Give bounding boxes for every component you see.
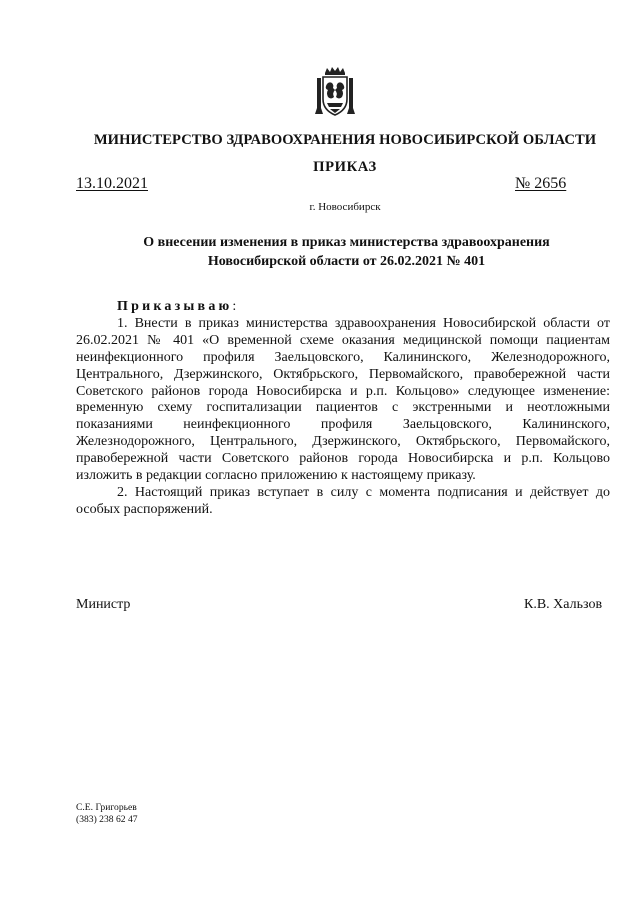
coat-of-arms-icon (314, 66, 356, 118)
order-date: 13.10.2021 (76, 175, 148, 192)
ministry-title: МИНИСТЕРСТВО ЗДРАВООХРАНЕНИЯ НОВОСИБИРСКОЙ ОБЛАСТИ (93, 132, 597, 148)
order-directive-word: Приказываю (117, 299, 233, 314)
executor-name: С.Е. Григорьев (76, 802, 137, 813)
city-label: г. Новосибирск (309, 201, 381, 213)
paragraph-1: 1. Внести в приказ министерства здравоохранения Новосибирской области от 26.02.2021 № 401 «О временной схеме оказания медицинской помощи пациентам неинфекционного профиля Заельцовского, Калининского, Железнодорожного, Центрального, Дзержинского, Октябрьского, Первомайского, правобережной части Советского районов города Новосибирска и р.п. Кольцово» следующее изменение: временную схему госпитализации пациентов с экстренными и неотложными показаниями неинфекционного профиля Заельцовского, Калининского, Железнодорожного, Центрального, Дзержинского, Октябрьского, Первомайского, правобережной части Советского районов города Новосибирска и р.п. Кольцово изложить в редакции согласно приложению к настоящему приказу. (76, 315, 610, 484)
order-directive-colon: : (232, 299, 237, 314)
document-type: ПРИКАЗ (313, 159, 377, 175)
signatory-name: К.В. Хальзов (524, 597, 603, 612)
subject-line-1: О внесении изменения в приказ министерства здравоохранения (143, 235, 550, 250)
subject-line-2: Новосибирской области от 26.02.2021 № 401 (207, 254, 486, 269)
order-number: № 2656 (515, 175, 567, 192)
signatory-position: Министр (76, 597, 131, 612)
executor-phone: (383) 238 62 47 (76, 814, 138, 825)
order-subject (76, 233, 617, 271)
order-directive (76, 299, 610, 316)
order-body (76, 299, 610, 519)
paragraph-2: 2. Настоящий приказ вступает в силу с момента подписания и действует до особых распоряжений. (76, 484, 610, 517)
executor-info (76, 802, 138, 826)
